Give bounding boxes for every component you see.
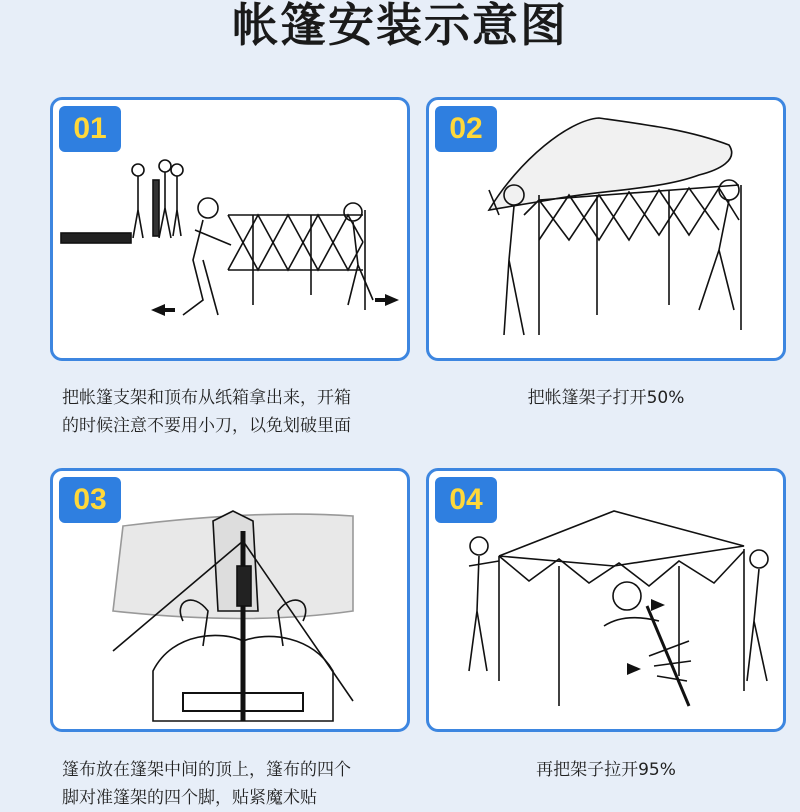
step-3-caption-line-1: 篷布放在篷架中间的顶上，篷布的四个 bbox=[62, 760, 351, 780]
step-2-caption-line-1: 把帐篷架子打开50% bbox=[527, 388, 685, 408]
step-4-caption bbox=[426, 756, 786, 784]
step-number-badge: 01 bbox=[59, 106, 121, 152]
step-3-caption-line-2: 脚对准篷架的四个脚，贴紧魔术贴 bbox=[62, 788, 317, 808]
step-number-badge: 04 bbox=[435, 477, 497, 523]
step-2-caption bbox=[426, 384, 786, 412]
page-title: 帐篷安装示意图 bbox=[232, 0, 568, 52]
step-card-2 bbox=[426, 97, 786, 361]
step-number-badge: 02 bbox=[435, 106, 497, 152]
step-4-caption-line-1: 再把架子拉开95% bbox=[536, 760, 676, 780]
step-1-caption-line-1: 把帐篷支架和顶布从纸箱拿出来，开箱 bbox=[62, 388, 351, 408]
step-card-1 bbox=[50, 97, 410, 361]
step-card-4 bbox=[426, 468, 786, 732]
step-card-3 bbox=[50, 468, 410, 732]
step-3-caption bbox=[62, 756, 402, 812]
step-1-caption bbox=[62, 384, 402, 440]
step-number-badge: 03 bbox=[59, 477, 121, 523]
step-1-caption-line-2: 的时候注意不要用小刀，以免划破里面 bbox=[62, 416, 351, 436]
